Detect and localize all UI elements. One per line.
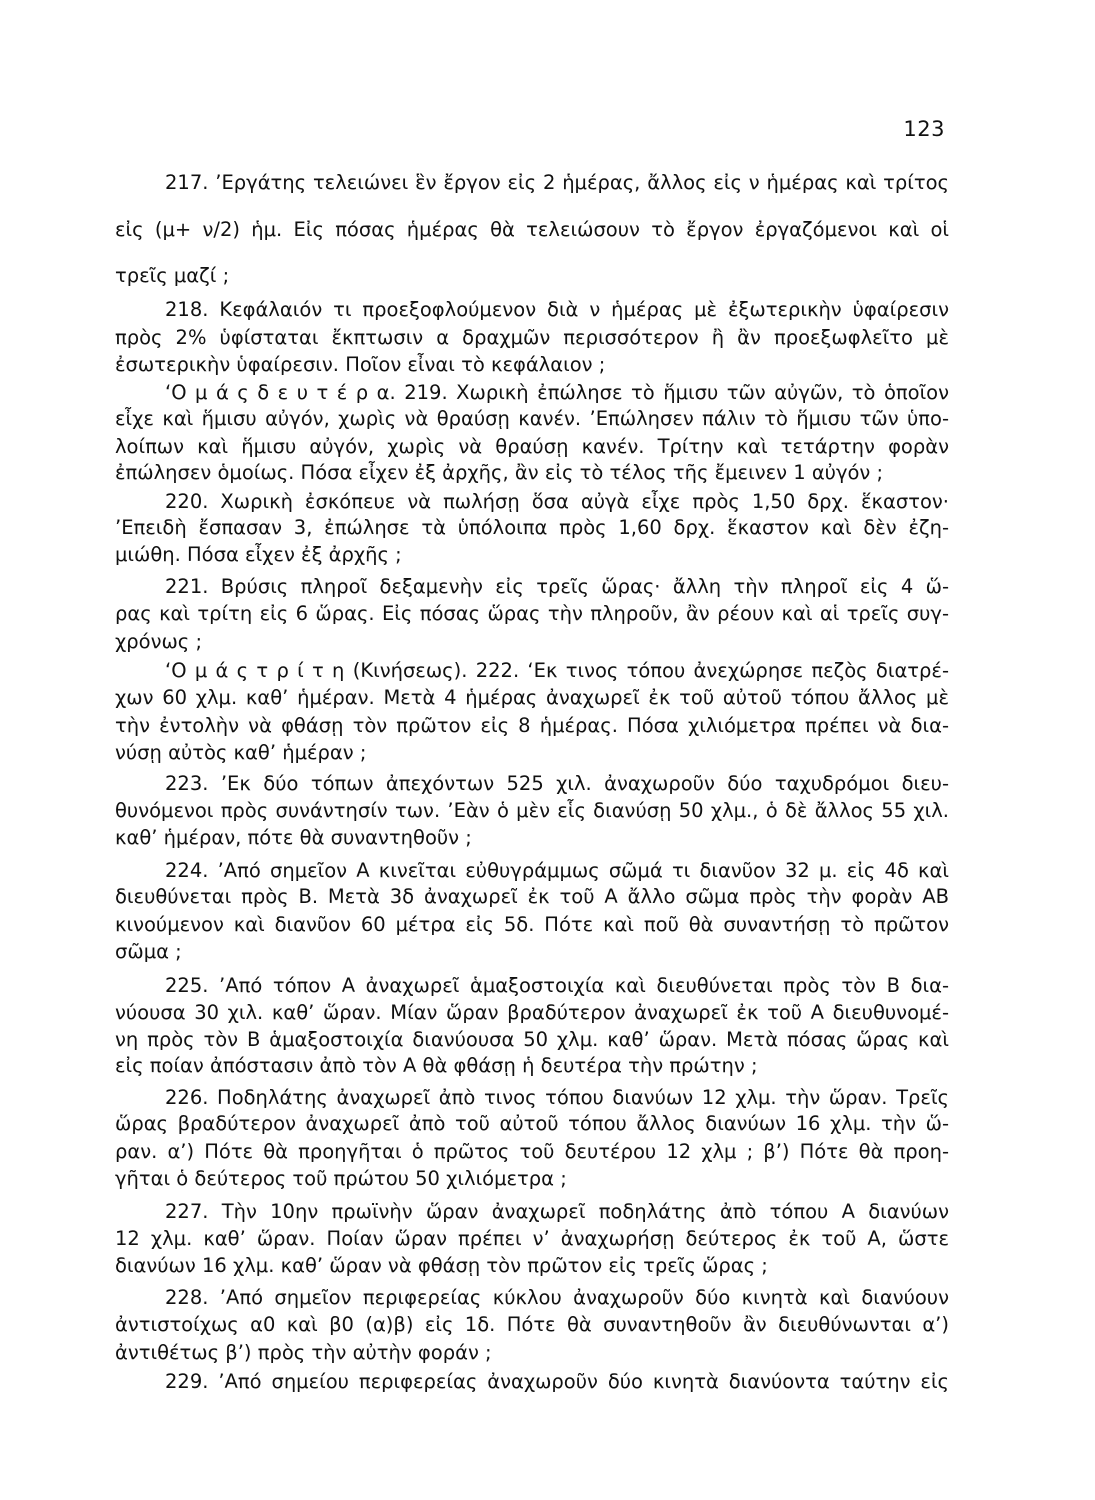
text-line: ’Επειδὴ ἔσπασαν 3, ἐπώλησε τὰ ὑπόλοιπα πρὸς 1,60 δρχ. ἕκαστον καὶ δὲν ἐζη- — [115, 516, 949, 539]
text-line: θυνόμενοι πρὸς συνάντησίν των. ’Εὰν ὁ μὲν εἷς διανύσῃ 50 χλμ., ὁ δὲ ἄλλος 55 χιλ. — [115, 799, 949, 822]
text-line: σῶμα ; — [115, 940, 182, 963]
text-line: τρεῖς μαζί ; — [115, 264, 230, 287]
text-line: γῆται ὁ δεύτερος τοῦ πρώτου 50 χιλιόμετρα ; — [115, 1167, 567, 1190]
text-line: ‘Ο μ ά ς δ ε υ τ έ ρ α. 219. Χωρικὴ ἐπώλησε τὸ ἥμισυ τῶν αὐγῶν, τὸ ὁποῖον — [165, 381, 949, 404]
text-line: 227. Τὴν 10ην πρωϊνὴν ὥραν ἀναχωρεῖ ποδηλάτης ἀπὸ τόπου Α διανύων — [165, 1200, 949, 1223]
text-line: 224. ’Από σημεῖον Α κινεῖται εὐθυγράμμως σῶμά τι διανῦον 32 μ. εἰς 4δ καὶ — [165, 859, 949, 882]
text-line: διευθύνεται πρὸς Β. Μετὰ 3δ ἀναχωρεῖ ἐκ τοῦ Α ἄλλο σῶμα πρὸς τὴν φορὰν ΑΒ — [115, 885, 949, 908]
text-line: ‘Ο μ ά ς τ ρ ί τ η (Κινήσεως). 222. ‘Εκ τινος τόπου ἀνεχώρησε πεζὸς διατρέ- — [165, 659, 949, 682]
text-line: 12 χλμ. καθ’ ὥραν. Ποίαν ὥραν πρέπει ν’ ἀναχωρήσῃ δεύτερος ἐκ τοῦ Α, ὥστε — [115, 1227, 949, 1250]
text-line: διανύων 16 χλμ. καθ’ ὥραν νὰ φθάσῃ τὸν πρῶτον εἰς τρεῖς ὥρας ; — [115, 1254, 768, 1277]
text-line: νύουσα 30 χιλ. καθ’ ὥραν. Μίαν ὥραν βραδύτερον ἀναχωρεῖ ἐκ τοῦ Α διευθυνομέ- — [115, 1001, 949, 1024]
text-line: μιώθη. Πόσα εἶχεν ἐξ ἀρχῆς ; — [115, 543, 402, 566]
text-line: 221. Βρύσις πληροῖ δεξαμενὴν εἰς τρεῖς ὥρας· ἄλλη τὴν πληροῖ εἰς 4 ὥ- — [165, 575, 949, 598]
text-line: λοίπων καὶ ἥμισυ αὐγόν, χωρὶς νὰ θραύσῃ κανέν. Τρίτην καὶ τετάρτην φορὰν — [115, 435, 949, 458]
text-line: 226. Ποδηλάτης ἀναχωρεῖ ἀπὸ τινος τόπου διανύων 12 χλμ. τὴν ὥραν. Τρεῖς — [165, 1086, 949, 1109]
text-line: 225. ’Από τόπον Α ἀναχωρεῖ ἁμαξοστοιχία καὶ διευθύνεται πρὸς τὸν Β δια- — [165, 974, 949, 997]
text-line: νη πρὸς τὸν Β ἁμαξοστοιχία διανύουσα 50 χλμ. καθ’ ὥραν. Μετὰ πόσας ὥρας καὶ — [115, 1028, 949, 1051]
page-number: 123 — [903, 117, 945, 141]
text-line: κινούμενον καὶ διανῦον 60 μέτρα εἰς 5δ. Πότε καὶ ποῦ θὰ συναντήσῃ τὸ πρῶτον — [115, 913, 949, 936]
text-line: ἐσωτερικὴν ὑφαίρεσιν. Ποῖον εἶναι τὸ κεφάλαιον ; — [115, 353, 606, 376]
text-line: εἰς (μ+ ν/2) ἡμ. Εἰς πόσας ἡμέρας θὰ τελειώσουν τὸ ἔργον ἐργαζόμενοι καὶ οἱ — [115, 218, 949, 241]
text-line: ὥρας βραδύτερον ἀναχωρεῖ ἀπὸ τοῦ αὐτοῦ τόπου ἄλλος διανύων 16 χλμ. τὴν ὥ- — [115, 1112, 949, 1135]
text-line: χρόνως ; — [115, 630, 203, 653]
text-line: εἰς ποίαν ἀπόστασιν ἀπὸ τὸν Α θὰ φθάσῃ ἡ δευτέρα τὴν πρώτην ; — [115, 1054, 758, 1077]
text-line: ἀντιστοίχως α0 καὶ β0 (α)β) εἰς 1δ. Πότε θὰ συναντηθοῦν ἂν διευθύνωνται α’) — [115, 1313, 949, 1336]
text-line: νύσῃ αὐτὸς καθ’ ἡμέραν ; — [115, 741, 367, 764]
text-line: 220. Χωρικὴ ἐσκόπευε νὰ πωλήσῃ ὅσα αὐγὰ εἶχε πρὸς 1,50 δρχ. ἕκαστον· — [165, 490, 949, 513]
text-line: ραν. α’) Πότε θὰ προηγῆται ὁ πρῶτος τοῦ δευτέρου 12 χλμ ; β’) Πότε θὰ προη- — [115, 1140, 949, 1163]
text-line: 217. ’Εργάτης τελειώνει ἓν ἔργον εἰς 2 ἡμέρας, ἄλλος εἰς ν ἡμέρας καὶ τρίτος — [165, 171, 949, 194]
text-line: ρας καὶ τρίτη εἰς 6 ὥρας. Εἰς πόσας ὥρας τὴν πληροῦν, ἂν ρέουν καὶ αἱ τρεῖς συγ- — [115, 602, 949, 625]
text-line: καθ’ ἡμέραν, πότε θὰ συναντηθοῦν ; — [115, 826, 472, 849]
text-line: 228. ’Από σημεῖον περιφερείας κύκλου ἀναχωροῦν δύο κινητὰ καὶ διανύουν — [165, 1286, 949, 1309]
text-line: 223. ’Εκ δύο τόπων ἀπεχόντων 525 χιλ. ἀναχωροῦν δύο ταχυδρόμοι διευ- — [165, 772, 949, 795]
text-line: τὴν ἐντολὴν νὰ φθάσῃ τὸν πρῶτον εἰς 8 ἡμέρας. Πόσα χιλιόμετρα πρέπει νὰ δια- — [115, 714, 949, 737]
text-line: ἐπώλησεν ὁμοίως. Πόσα εἶχεν ἐξ ἀρχῆς, ἂν εἰς τὸ τέλος τῆς ἔμεινεν 1 αὐγόν ; — [115, 461, 884, 484]
text-line: 218. Κεφάλαιόν τι προεξοφλούμενον διὰ ν ἡμέρας μὲ ἐξωτερικὴν ὑφαίρεσιν — [165, 298, 949, 321]
text-line: χων 60 χλμ. καθ’ ἡμέραν. Μετὰ 4 ἡμέρας ἀναχωρεῖ ἐκ τοῦ αὐτοῦ τόπου ἄλλος μὲ — [115, 686, 949, 709]
text-line: πρὸς 2% ὑφίσταται ἔκπτωσιν α δραχμῶν περισσότερον ἢ ἂν προεξωφλεῖτο μὲ — [115, 326, 949, 349]
text-line: 229. ’Από σημείου περιφερείας ἀναχωροῦν δύο κινητὰ διανύοντα ταύτην εἰς — [165, 1370, 949, 1393]
text-line: ἀντιθέτως β’) πρὸς τὴν αὐτὴν φοράν ; — [115, 1341, 492, 1364]
text-line: εἶχε καὶ ἥμισυ αὐγόν, χωρὶς νὰ θραύσῃ κανέν. ’Επώλησεν πάλιν τὸ ἥμισυ τῶν ὑπο- — [115, 407, 949, 430]
